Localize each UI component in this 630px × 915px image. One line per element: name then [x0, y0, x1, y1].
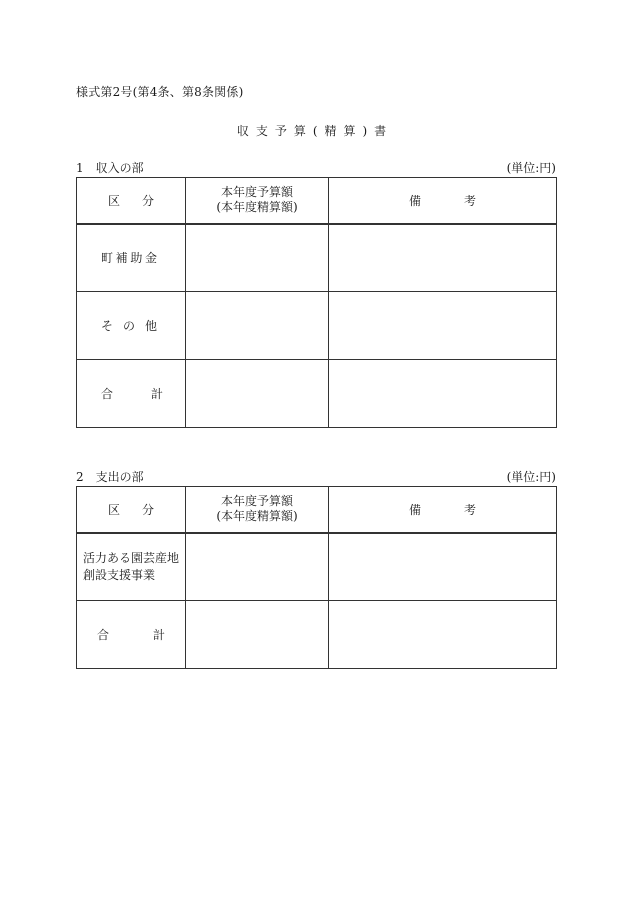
label-char: の — [122, 319, 135, 333]
expenditure-total-label-cell — [77, 601, 186, 669]
income-unit-label: (単位:円) — [506, 161, 556, 175]
income-total-label-cell — [77, 360, 186, 428]
income-row-budget[interactable] — [186, 292, 329, 360]
table-row — [77, 292, 557, 360]
label-char: 考 — [463, 193, 476, 208]
label-char: 補 — [115, 251, 128, 266]
label-char: 区 — [108, 502, 121, 517]
income-total-notes[interactable] — [329, 360, 557, 428]
income-row-budget[interactable] — [186, 224, 329, 292]
expenditure-row-budget[interactable] — [186, 533, 329, 601]
expenditure-total-label — [77, 626, 185, 643]
income-row-notes[interactable] — [329, 292, 557, 360]
label-char: 備 — [409, 502, 422, 517]
income-total-budget[interactable] — [186, 360, 329, 428]
form-number: 様式第2号(第4条、第8条関係) — [76, 85, 244, 99]
table-row — [77, 601, 557, 669]
label-char: 合 — [101, 387, 114, 401]
table-row — [77, 224, 557, 292]
income-header-notes — [329, 178, 557, 224]
expenditure-header-budget — [186, 487, 329, 533]
budget-header-line2: (本年度精算額) — [216, 509, 298, 524]
label-char: 分 — [141, 502, 154, 517]
income-section-heading: 1 収入の部 — [76, 161, 144, 175]
label-char: 分 — [141, 193, 154, 208]
category-header-label — [77, 192, 185, 209]
label-char: そ — [101, 319, 114, 333]
expenditure-row-label-cell — [77, 533, 186, 601]
notes-header-label — [329, 192, 556, 209]
label-char: 合 — [97, 628, 110, 642]
label-char: 計 — [150, 387, 163, 401]
label-char: 考 — [463, 502, 476, 517]
budget-header-line1: 本年度予算額 — [220, 185, 293, 200]
budget-header-line1: 本年度予算額 — [220, 494, 293, 509]
category-header-label — [77, 501, 185, 518]
label-char: 助 — [130, 251, 143, 266]
budget-header-line2: (本年度精算額) — [216, 200, 298, 215]
income-total-label — [77, 385, 185, 402]
label-char: 町 — [101, 251, 114, 266]
expenditure-unit-label: (単位:円) — [506, 470, 556, 484]
income-row-label-cell — [77, 292, 186, 360]
income-header-budget — [186, 178, 329, 224]
expenditure-total-budget[interactable] — [186, 601, 329, 669]
income-row-notes[interactable] — [329, 224, 557, 292]
notes-header-label — [329, 501, 556, 518]
income-table — [76, 177, 557, 428]
expenditure-header-row — [77, 487, 557, 533]
expenditure-section-heading: 2 支出の部 — [76, 470, 144, 484]
income-header-row — [77, 178, 557, 224]
label-char: 金 — [144, 251, 157, 266]
label-char: 計 — [152, 628, 165, 642]
expenditure-table — [76, 486, 557, 669]
income-header-category — [77, 178, 186, 224]
label-char: 他 — [144, 319, 157, 333]
expenditure-row-notes[interactable] — [329, 533, 557, 601]
document-title: 収支予算(精算)書 — [236, 124, 394, 138]
expenditure-row-label: 活力ある園芸産地創設支援事業 — [83, 550, 180, 582]
income-row-label — [77, 317, 185, 334]
income-row-label-cell — [77, 224, 186, 292]
label-char: 備 — [409, 193, 422, 208]
table-row — [77, 533, 557, 601]
expenditure-total-notes[interactable] — [329, 601, 557, 669]
income-row-label — [77, 249, 185, 266]
label-char: 区 — [108, 193, 121, 208]
expenditure-header-notes — [329, 487, 557, 533]
expenditure-header-category — [77, 487, 186, 533]
table-row — [77, 360, 557, 428]
